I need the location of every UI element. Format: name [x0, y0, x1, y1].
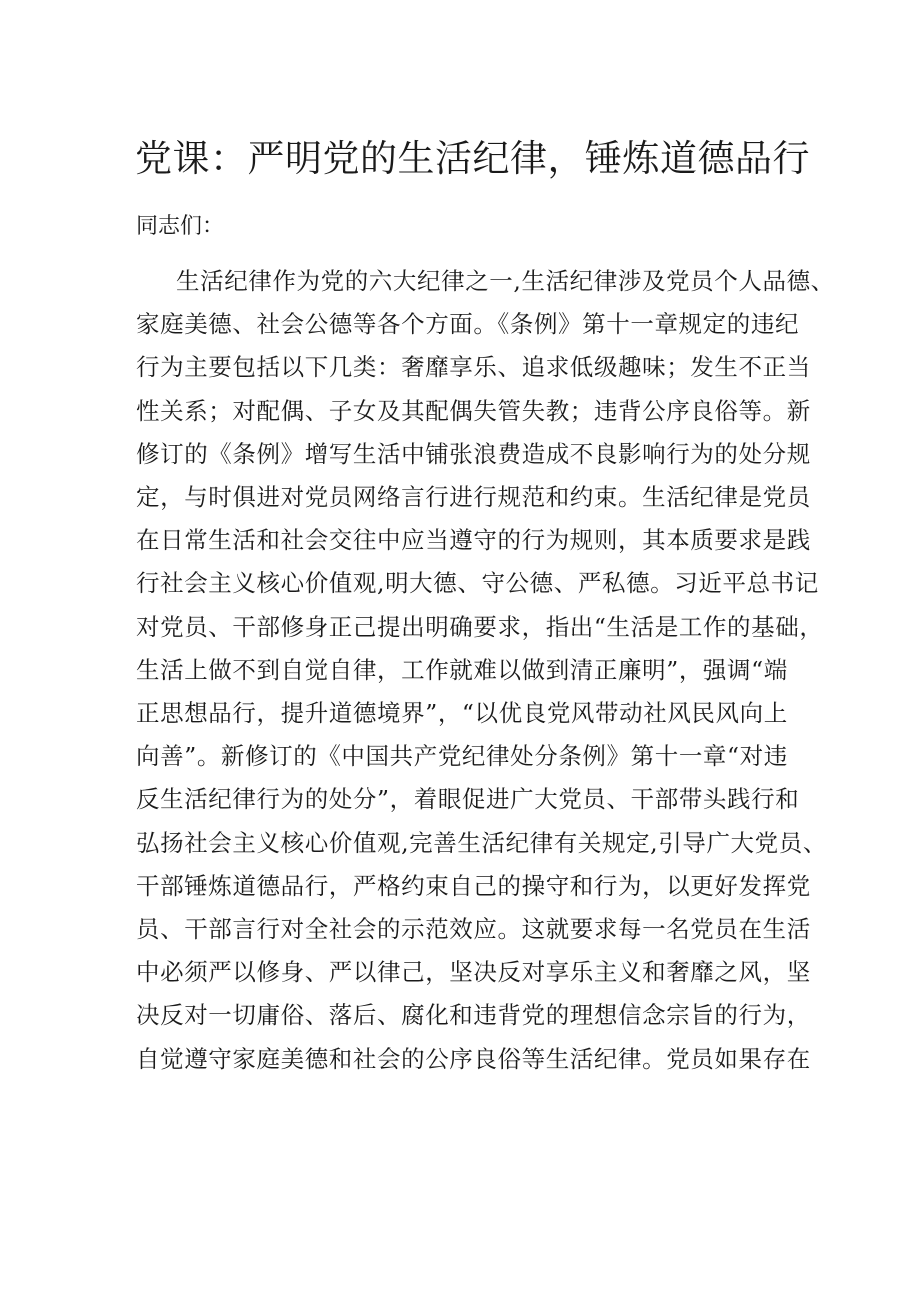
paragraph-line: 向善”。新修订的《中国共产党纪律处分条例》第十一章“对违	[136, 742, 788, 771]
salutation: 同志们：	[136, 214, 225, 239]
paragraph-line: 生活纪律作为党的六大纪律之一,生活纪律涉及党员个人品德、	[176, 267, 835, 295]
paragraph-line: 中必须严以修身、严以律己，坚决反对享乐主义和奢靡之风，坚	[136, 958, 811, 987]
paragraph-line: 行为主要包括以下几类：奢靡享乐、追求低级趣味；发生不正当	[136, 353, 811, 382]
paragraph-line: 弘扬社会主义核心价值观,完善生活纪律有关规定,引导广大党员、	[136, 828, 827, 857]
paragraph-line: 行社会主义核心价值观,明大德、守公德、严私德。习近平总书记	[136, 569, 819, 598]
paragraph-line: 在日常生活和社会交往中应当遵守的行为规则，其本质要求是践	[136, 526, 811, 555]
paragraph-line: 生活上做不到自觉自律，工作就难以做到清正廉明”，强调“端	[136, 655, 788, 684]
paragraph-line: 反生活纪律行为的处分”，着眼促进广大党员、干部带头践行和	[136, 785, 800, 814]
paragraph-line: 自觉遵守家庭美德和社会的公序良俗等生活纪律。党员如果存在	[136, 1044, 811, 1073]
paragraph-line: 员、干部言行对全社会的示范效应。这就要求每一名党员在生活	[136, 915, 811, 943]
paragraph-line: 定，与时俱进对党员网络言行进行规范和约束。生活纪律是党员	[136, 483, 811, 511]
paragraph-line: 修订的《条例》增写生活中铺张浪费造成不良影响行为的处分规	[136, 439, 811, 468]
paragraph-line: 家庭美德、社会公德等各个方面。《条例》第十一章规定的违纪	[136, 310, 800, 339]
paragraph-line: 决反对一切庸俗、落后、腐化和违背党的理想信念宗旨的行为，	[136, 1001, 811, 1030]
paragraph-line: 正思想品行，提升道德境界”，“以优良党风带动社风民风向上	[136, 699, 788, 727]
document-title: 党课：严明党的生活纪律，锤炼道德品行	[135, 137, 810, 180]
paragraph-line: 对党员、干部修身正己提出明确要求，指出“生活是工作的基础，	[136, 612, 824, 641]
paragraph-line: 干部锤炼道德品行，严格约束自己的操守和行为，以更好发挥党	[136, 871, 811, 900]
paragraph-line: 性关系；对配偶、子女及其配偶失管失教；违背公序良俗等。新	[136, 396, 811, 425]
